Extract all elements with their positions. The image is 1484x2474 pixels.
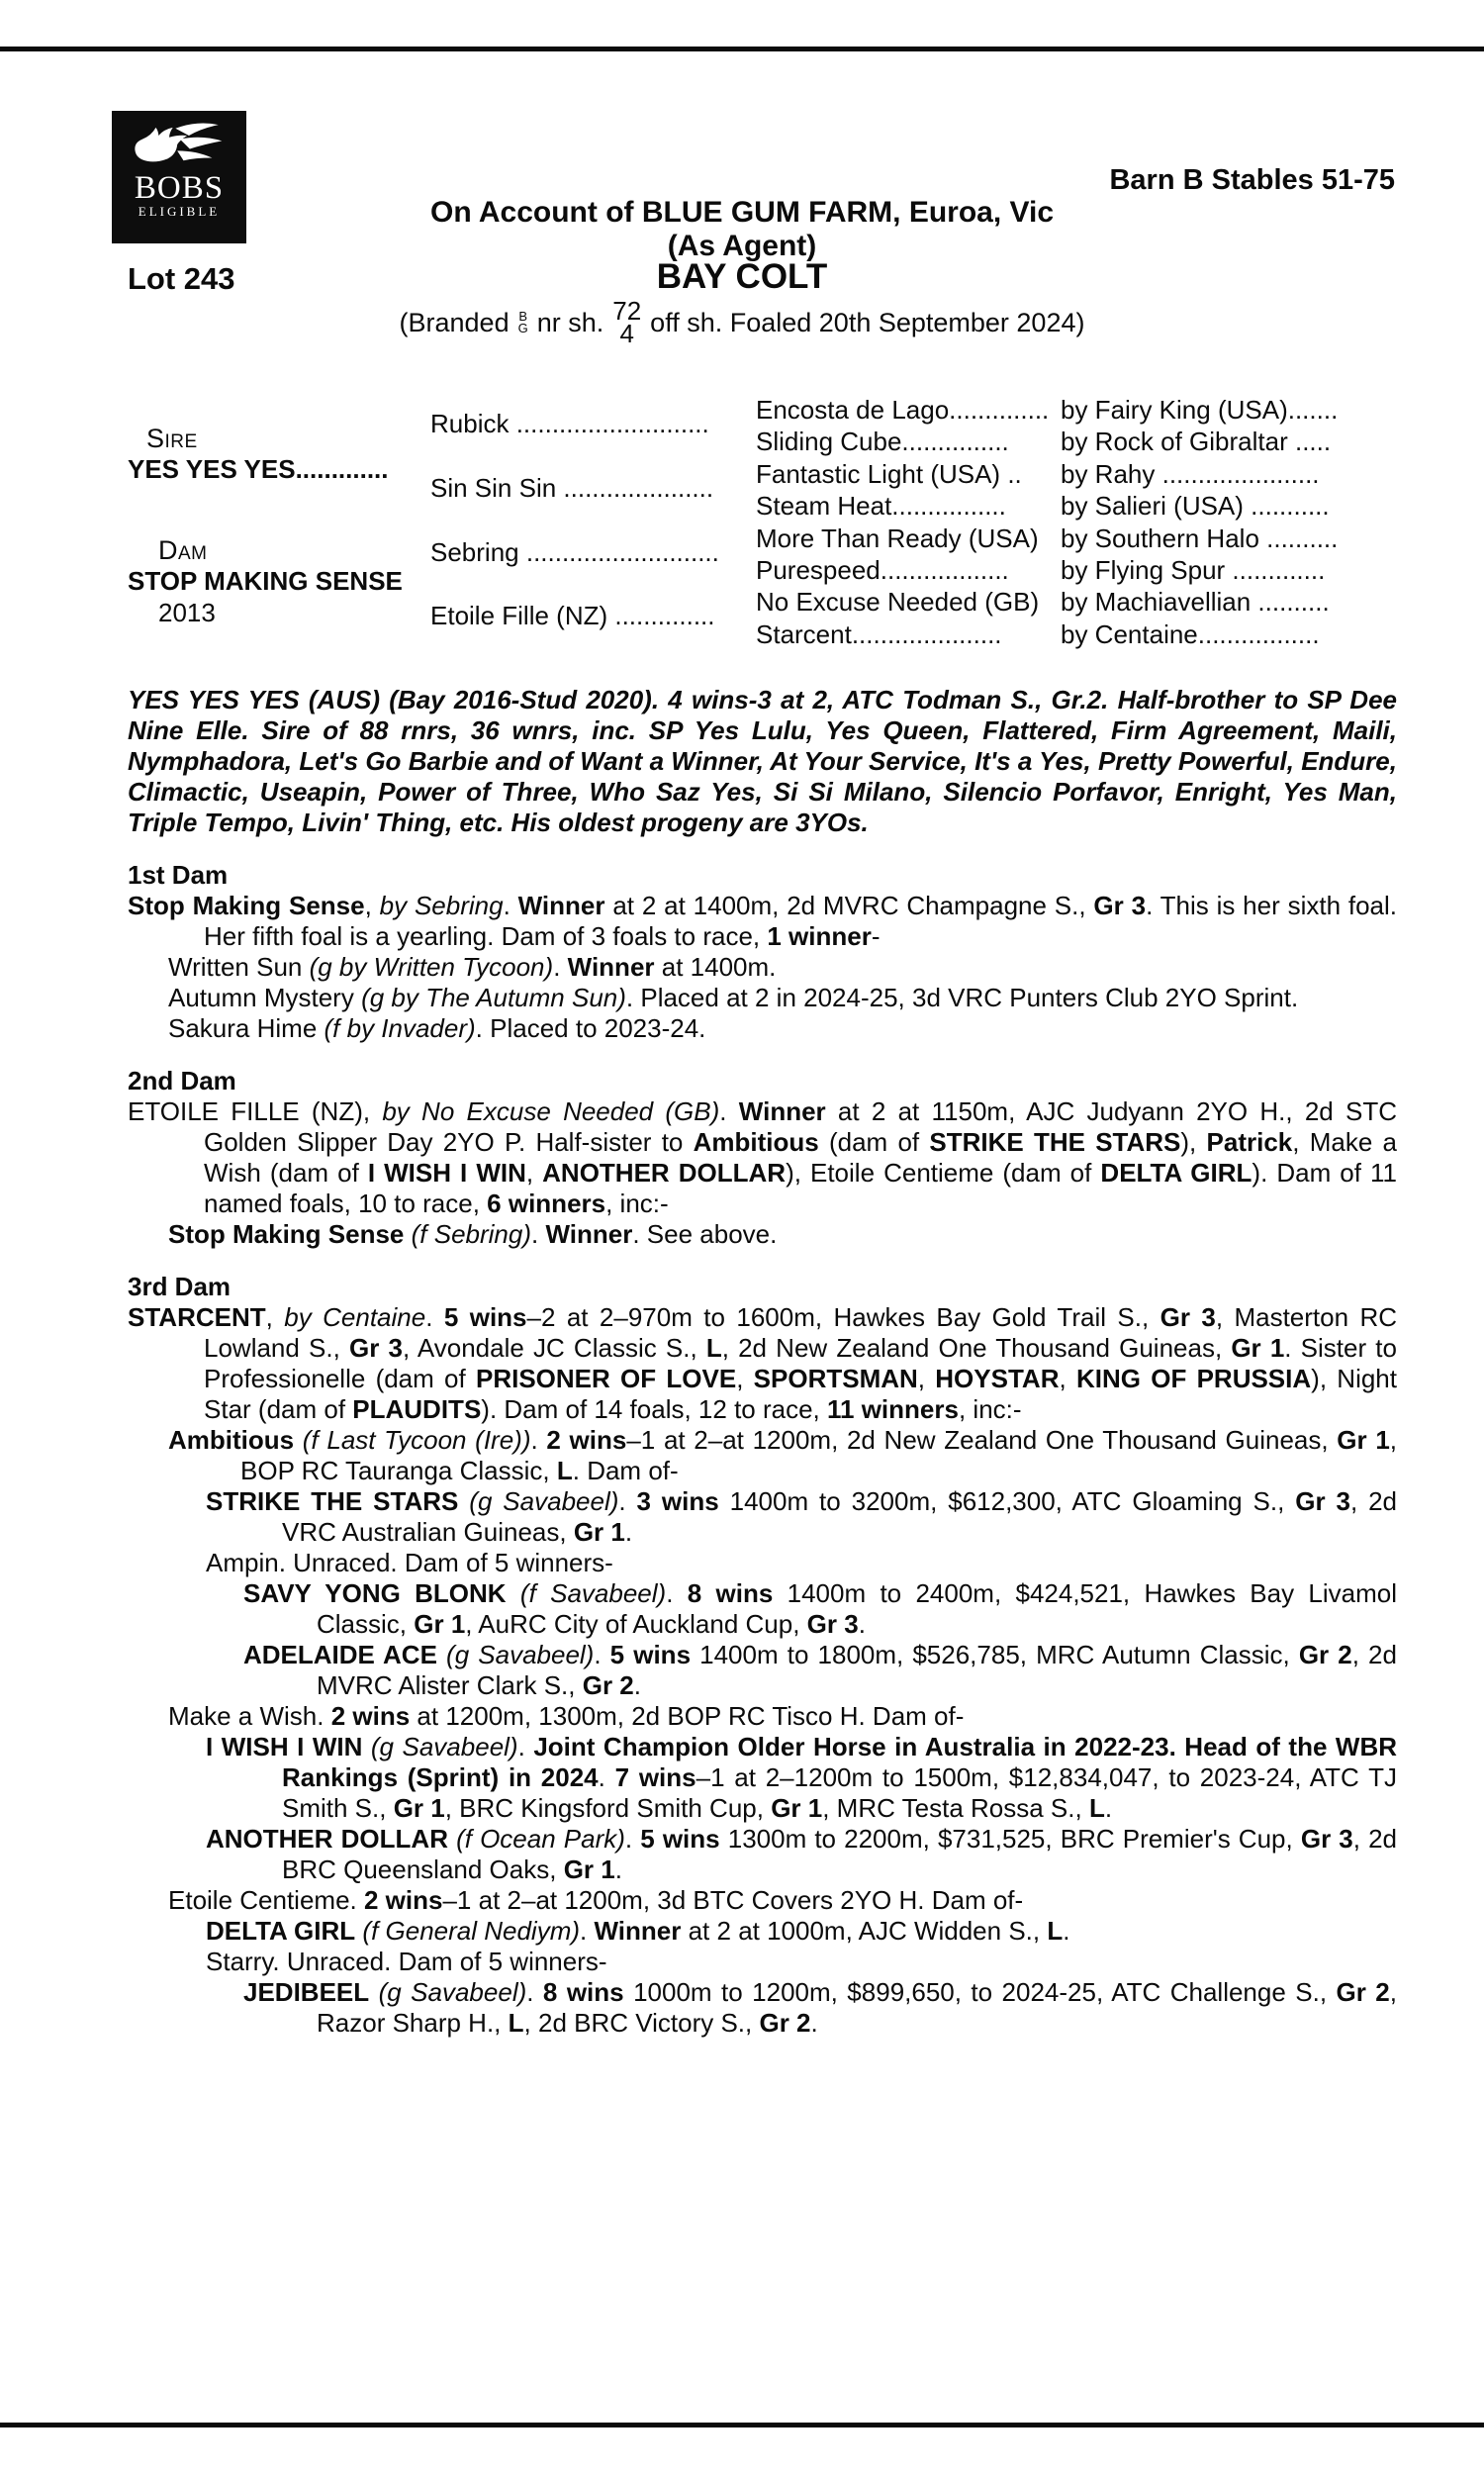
near-shoulder-label: nr sh. [536, 307, 604, 337]
pedigree-sire-of: by Fairy King (USA)....... [1061, 395, 1339, 425]
pedigree-sire-of: by Salieri (USA) ........... [1061, 491, 1330, 522]
section-heading-1st-dam: 1st Dam [128, 860, 229, 890]
brand-number-bottom: 4 [619, 319, 634, 348]
pedigree-entry: ADELAIDE ACE (g Savabeel). 5 wins 1400m to 1800m, $526,785, MRC Autumn Classic, Gr 2, 2d MVRC Alister Clark S., Gr 2. [243, 1640, 1397, 1700]
pedigree-ancestor: Rubick ........................... [430, 409, 709, 438]
dam-year: 2013 [158, 598, 216, 627]
pedigree-entry: SAVY YONG BLONK (f Savabeel). 8 wins 1400m to 2400m, $424,521, Hawkes Bay Livamol Classic, Gr 1, AuRC City of Auckland Cup, Gr 3. [243, 1578, 1397, 1639]
section-heading-3rd-dam: 3rd Dam [128, 1272, 232, 1301]
bottom-rule [0, 2423, 1484, 2427]
pedigree-ancestor: More Than Ready (USA) [756, 523, 1039, 553]
pedigree-gen3-column [756, 394, 1049, 650]
brand-letter-bottom: G [517, 321, 528, 335]
pedigree-entry: Ampin. Unraced. Dam of 5 winners- [206, 1548, 613, 1577]
pedigree-sire-of: by Rock of Gibraltar ..... [1061, 427, 1332, 457]
pedigree-ancestor: Sebring ........................... [430, 536, 719, 567]
pedigree-entry: Autumn Mystery (g by The Autumn Sun). Placed at 2 in 2024-25, 3d VRC Punters Club 2YO Sprint. [168, 983, 1299, 1012]
pedigree-ancestor: Starcent..................... [756, 618, 1002, 649]
top-rule [0, 47, 1484, 51]
section-2nd-dam [128, 1066, 1397, 1250]
pedigree-ancestor: Steam Heat................ [756, 491, 1006, 522]
pedigree-ancestor: Purespeed.................. [756, 555, 1009, 586]
near-side-brand [518, 311, 528, 334]
brand-number-top: 72 [612, 296, 642, 326]
pedigree-gen2-column [430, 409, 719, 665]
foaled-suffix: off sh. Foaled 20th September 2024) [650, 307, 1085, 337]
horse-head-icon [124, 117, 234, 172]
pedigree-sire-of: by Centaine................. [1061, 618, 1320, 649]
logo-text-bobs: BOBS [134, 170, 225, 206]
pedigree-ancestor: Fantastic Light (USA) .. [756, 458, 1022, 489]
section-3rd-dam [128, 1272, 1397, 2039]
pedigree-entry: ANOTHER DOLLAR (f Ocean Park). 5 wins 1300m to 2200m, $731,525, BRC Premier's Cup, Gr 3, 2d BRC Queensland Oaks, Gr 1. [206, 1824, 1398, 1884]
pedigree-ancestor: Etoile Fille (NZ) .............. [430, 601, 715, 631]
sire-name: YES YES YES............. [128, 454, 389, 484]
branded-prefix: (Branded [399, 307, 510, 337]
pedigree-ancestor: Sin Sin Sin ..................... [430, 472, 714, 503]
section-heading-2nd-dam: 2nd Dam [128, 1066, 236, 1095]
brand-letter-top: B [518, 309, 527, 324]
dam-name: STOP MAKING SENSE [128, 566, 403, 596]
pedigree-entry: STARCENT, by Centaine. 5 wins–2 at 2–970m to 1600m, Hawkes Bay Gold Trail S., Gr 3, Masterton RC Lowland S., Gr 3, Avondale JC Classic S., L, 2d New Zealand One Thousand Guineas, Gr 1. Sister to Professionelle (dam of PRISONER OF LOVE, SPORTSMAN, HOYSTAR, KING OF PRUSSIA), Night Star (dam of PLAUDITS). Dam of 14 foals, 12 to race, 11 winners, inc:- [128, 1302, 1398, 1424]
pedigree-entry: Ambitious (f Last Tycoon (Ire)). 2 wins–1 at 2–at 1200m, 2d New Zealand One Thousand Guineas, Gr 1, BOP RC Tauranga Classic, L. Dam of- [168, 1425, 1398, 1485]
entries-1st-dam [128, 891, 1397, 1044]
pedigree-entry: Etoile Centieme. 2 wins–1 at 2–at 1200m, 3d BTC Covers 2YO H. Dam of- [168, 1885, 1024, 1915]
entries-2nd-dam [128, 1096, 1397, 1250]
dam-label: Dam [158, 535, 208, 565]
section-1st-dam [128, 860, 1397, 1044]
pedigree-entry: Written Sun (g by Written Tycoon). Winner at 1400m. [168, 952, 777, 982]
pedigree-ancestor: Encosta de Lago.............. [756, 395, 1050, 425]
pedigree-sire-of: by Southern Halo .......... [1061, 523, 1339, 553]
pedigree-sire-of: by Flying Spur ............. [1061, 555, 1326, 586]
vendor-line: On Account of BLUE GUM FARM, Euroa, Vic [429, 196, 1055, 229]
pedigree-sire-of: by Machiavellian .......... [1061, 587, 1330, 618]
pedigree-gen4-column [1061, 394, 1338, 650]
brand-foaling-line [0, 297, 1484, 348]
pedigree-sire-of: by Rahy ...................... [1061, 458, 1320, 489]
agent-line: (As Agent) [667, 230, 817, 262]
pedigree-entry: Starry. Unraced. Dam of 5 winners- [206, 1947, 607, 1976]
horse-title: BAY COLT [656, 257, 828, 296]
off-side-brand [612, 296, 642, 348]
pedigree-entry: I WISH I WIN (g Savabeel). Joint Champion Older Horse in Australia in 2022-23. Head of the WBR Rankings (Sprint) in 2024. 7 wins–1 at 2–1200m to 1500m, $12,834,047, to 2023-24, ATC TJ Smith S., Gr 1, BRC Kingsford Smith Cup, Gr 1, MRC Testa Rossa S., L. [206, 1732, 1398, 1823]
sire-summary-paragraph: YES YES YES (AUS) (Bay 2016-Stud 2020). 4 wins-3 at 2, ATC Todman S., Gr.2. Half-brother to SP Dee Nine Elle. Sire of 88 rnrs, 36 wnrs, inc. SP Yes Lulu, Yes Queen, Flattered, Firm Agreement, Maili, Nymphadora, Let's Go Barbie and of Want a Winner, At Your Service, It's a Yes, Pretty Powerful, Endure, Climactic, Useapin, Power of Three, Who Saz Yes, Si Si Milano, Silencio Porfavor, Enright, Yes Man, Triple Tempo, Livin' Thing, etc. His oldest progeny are 3YOs. [128, 685, 1397, 837]
pedigree-entry: DELTA GIRL (f General Nediym). Winner at 2 at 1000m, AJC Widden S., L. [206, 1916, 1070, 1946]
pedigree-entry: Stop Making Sense (f Sebring). Winner. See above. [168, 1219, 778, 1249]
pedigree-entry: Stop Making Sense, by Sebring. Winner at 2 at 1400m, 2d MVRC Champagne S., Gr 3. This is her sixth foal. Her fifth foal is a yearling. Dam of 3 foals to race, 1 winner- [128, 891, 1398, 951]
pedigree-entry: JEDIBEEL (g Savabeel). 8 wins 1000m to 1200m, $899,650, to 2024-25, ATC Challenge S., Gr 2, Razor Sharp H., L, 2d BRC Victory S., Gr 2. [243, 1977, 1397, 2038]
logo-text-eligible: ELIGIBLE [138, 204, 221, 219]
pedigree-entry: ETOILE FILLE (NZ), by No Excuse Needed (GB). Winner at 2 at 1150m, AJC Judyann 2YO H., 2d STC Golden Slipper Day 2YO P. Half-sister to Ambitious (dam of STRIKE THE STARS), Patrick, Make a Wish (dam of I WISH I WIN, ANOTHER DOLLAR), Etoile Centieme (dam of DELTA GIRL). Dam of 11 named foals, 10 to race, 6 winners, inc:- [128, 1096, 1398, 1218]
pedigree-entry: STRIKE THE STARS (g Savabeel). 3 wins 1400m to 3200m, $612,300, ATC Gloaming S., Gr 3, 2d VRC Australian Guineas, Gr 1. [206, 1486, 1398, 1547]
pedigree-entry: Sakura Hime (f by Invader). Placed to 2023-24. [168, 1013, 706, 1043]
lot-number: Lot 243 [128, 261, 235, 296]
entries-3rd-dam [128, 1302, 1397, 2039]
catalog-text [128, 685, 1397, 2039]
pedigree-entry: Make a Wish. 2 wins at 1200m, 1300m, 2d BOP RC Tisco H. Dam of- [168, 1701, 965, 1731]
pedigree-ancestor: No Excuse Needed (GB) [756, 587, 1040, 618]
sire-label: Sire [146, 424, 198, 453]
barn-stables-info: Barn B Stables 51-75 [1109, 164, 1395, 196]
pedigree-ancestor: Sliding Cube............... [756, 427, 1009, 457]
